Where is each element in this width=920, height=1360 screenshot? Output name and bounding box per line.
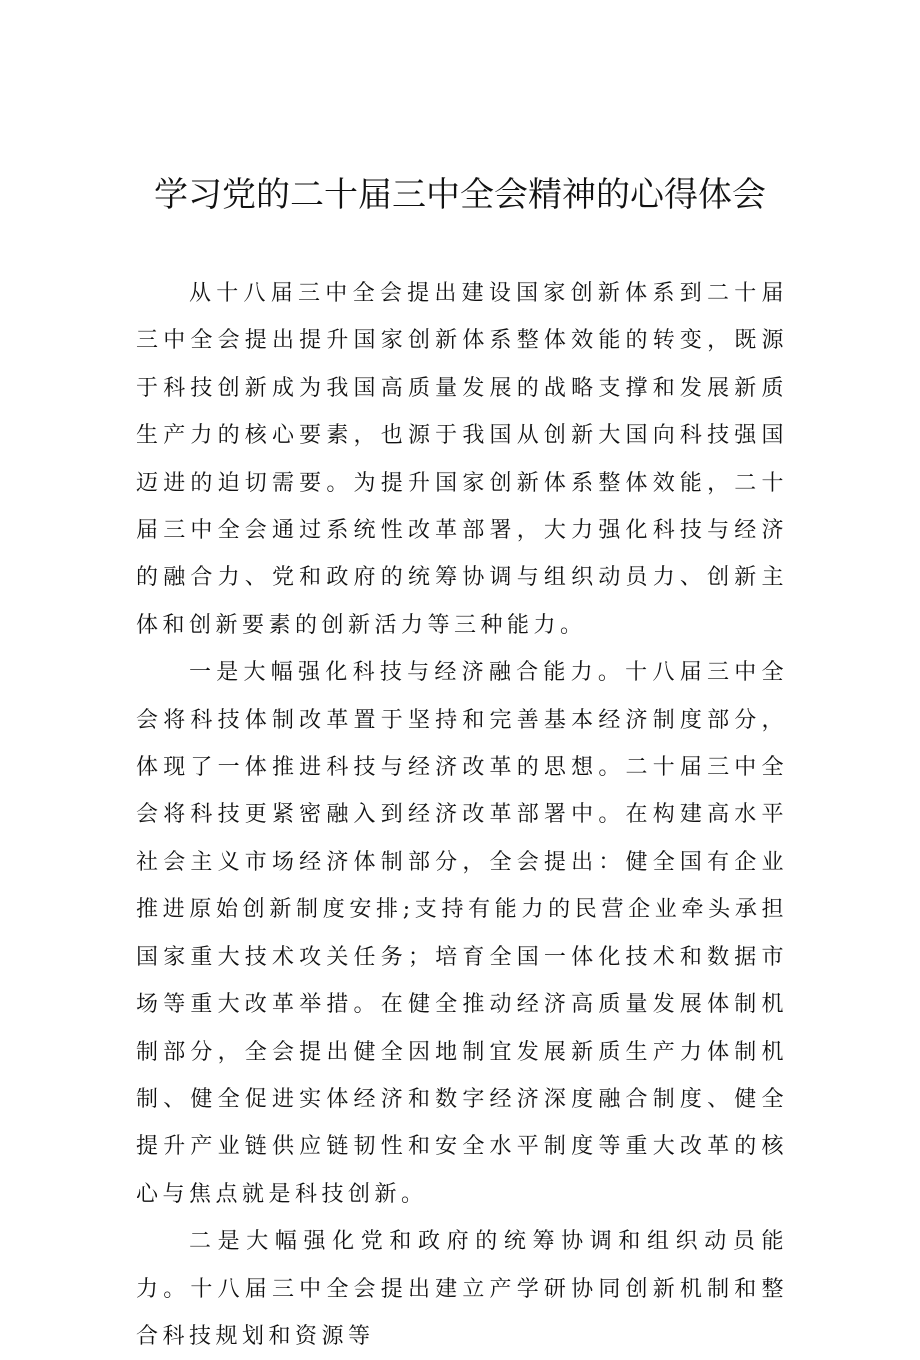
paragraph-3: 二是大幅强化党和政府的统筹协调和组织动员能力。十八届三中全会提出建立产学研协同创新机制和整合科技规划和资源等 xyxy=(136,1229,788,1349)
paragraph-1: 从十八届三中全会提出建设国家创新体系到二十届三中全会提出提升国家创新体系整体效能的转变，既源于科技创新成为我国高质量发展的战略支撑和发展新质生产力的核心要素，也源于我国从创新大国向科技强国迈进的迫切需要。为提升国家创新体系整体效能，二十届三中全会通过系统性改革部署，大力强化科技与经济的融合力、党和政府的统筹协调与组织动员力、创新主体和创新要素的创新活力等三种能力。 xyxy=(136,281,788,638)
paragraph-2: 一是大幅强化科技与经济融合能力。十八届三中全会将科技体制改革置于坚持和完善基本经济制度部分，体现了一体推进科技与经济改革的思想。二十届三中全会将科技更紧密融入到经济改革部署中。在构建高水平社会主义市场经济体制部分，全会提出：健全国有企业推进原始创新制度安排;支持有能力的民营企业牵头承担国家重大技术攻关任务；培育全国一体化技术和数据市场等重大改革举措。在健全推动经济高质量发展体制机制部分，全会提出健全因地制宜发展新质生产力体制机制、健全促进实体经济和数字经济深度融合制度、健全提升产业链供应链韧性和安全水平制度等重大改革的核心与焦点就是科技创新。 xyxy=(136,660,788,1207)
document-title: 学习党的二十届三中全会精神的心得体会 xyxy=(154,175,766,215)
document-body xyxy=(136,270,788,1360)
